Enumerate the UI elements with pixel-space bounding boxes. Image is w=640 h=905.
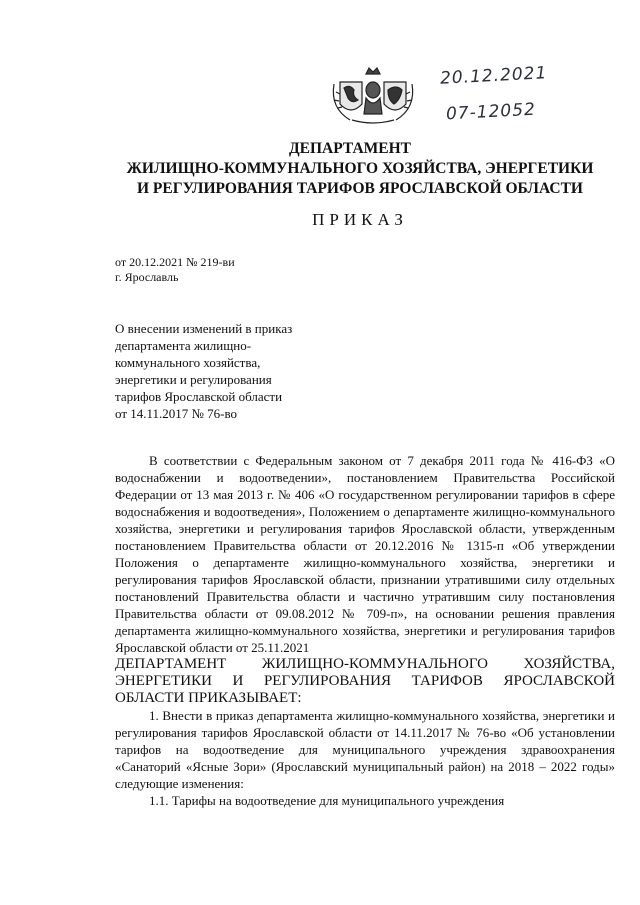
coat-of-arms-emblem — [326, 64, 420, 126]
subject-line: энергетики и регулирования — [115, 372, 272, 387]
department-header — [0, 139, 640, 199]
handwritten-registration-number: 07-12052 — [445, 99, 537, 125]
order-date-number: от 20.12.2021 № 219-ви — [115, 255, 235, 269]
department-line-2: ЖИЛИЩНО-КОММУНАЛЬНОГО ХОЗЯЙСТВА, ЭНЕРГЕТИКИ — [126, 160, 594, 177]
decree-line-2: ЭНЕРГЕТИКИ И РЕГУЛИРОВАНИЯ ТАРИФОВ ЯРОСЛАВСКОЙ — [115, 673, 615, 689]
preamble-paragraph: В соответствии с Федеральным законом от 7 декабря 2011 года № 416-ФЗ «О водоснабжении и водоотведении», постановлением Правительства Российской Федерации от 13 мая 2013 г. № 406 «О государственном регулировании тарифов в сфере водоснабжения и водоотведения», Положением о департаменте жилищно-коммунального хозяйства, энергетики и регулирования тарифов Ярославской области, утвержденным постановлением Правительства области от 20.12.2016 № 1315-п «Об утверждении Положения о департаменте жилищно-коммунального хозяйства, энергетики и регулирования тарифов Ярославской области, признании утратившими силу отдельных постановлений Правительства области и частично утратившим силу постановления Правительства области от 09.08.2012 № 709-п», на основании решения правления департамента жилищно-коммунального хозяйства, энергетики и регулирования тарифов Ярославской области от 25.11.2021 — [115, 453, 615, 655]
document-type-title: ПРИКАЗ — [312, 210, 408, 229]
subject-line: коммунального хозяйства, — [115, 355, 261, 370]
decree-line-3: ОБЛАСТИ ПРИКАЗЫВАЕТ: — [115, 690, 302, 706]
order-subject — [115, 320, 292, 422]
order-city: г. Ярославль — [115, 270, 179, 284]
department-line-3: И РЕГУЛИРОВАНИЯ ТАРИФОВ ЯРОСЛАВСКОЙ ОБЛАСТИ — [137, 180, 583, 197]
subject-line: от 14.11.2017 № 76-во — [115, 406, 238, 421]
order-body — [115, 452, 615, 809]
document-meta — [115, 255, 235, 285]
decree-line-1: ДЕПАРТАМЕНТ ЖИЛИЩНО-КОММУНАЛЬНОГО ХОЗЯЙСТВА, — [115, 656, 615, 672]
department-line-1: ДЕПАРТАМЕНТ — [288, 140, 412, 157]
subject-line: департамента жилищно- — [115, 338, 252, 353]
item-1-paragraph: 1. Внести в приказ департамента жилищно-коммунального хозяйства, энергетики и регулирования тарифов Ярославской области от 14.11.2017 № 76-во «Об установлении тарифов на водоотведение для муниципального учреждения здравоохранения «Санаторий «Ясные Зори» (Ярославский муниципальный район) на 2018 – 2022 годы» следующие изменения: — [115, 708, 615, 791]
handwritten-date: 20.12.2021 — [439, 63, 548, 89]
item-1-1-paragraph: 1.1. Тарифы на водоотведение для муниципального учреждения — [149, 793, 505, 808]
subject-line: тарифов Ярославской области — [115, 389, 283, 404]
subject-line: О внесении изменений в приказ — [115, 321, 293, 336]
